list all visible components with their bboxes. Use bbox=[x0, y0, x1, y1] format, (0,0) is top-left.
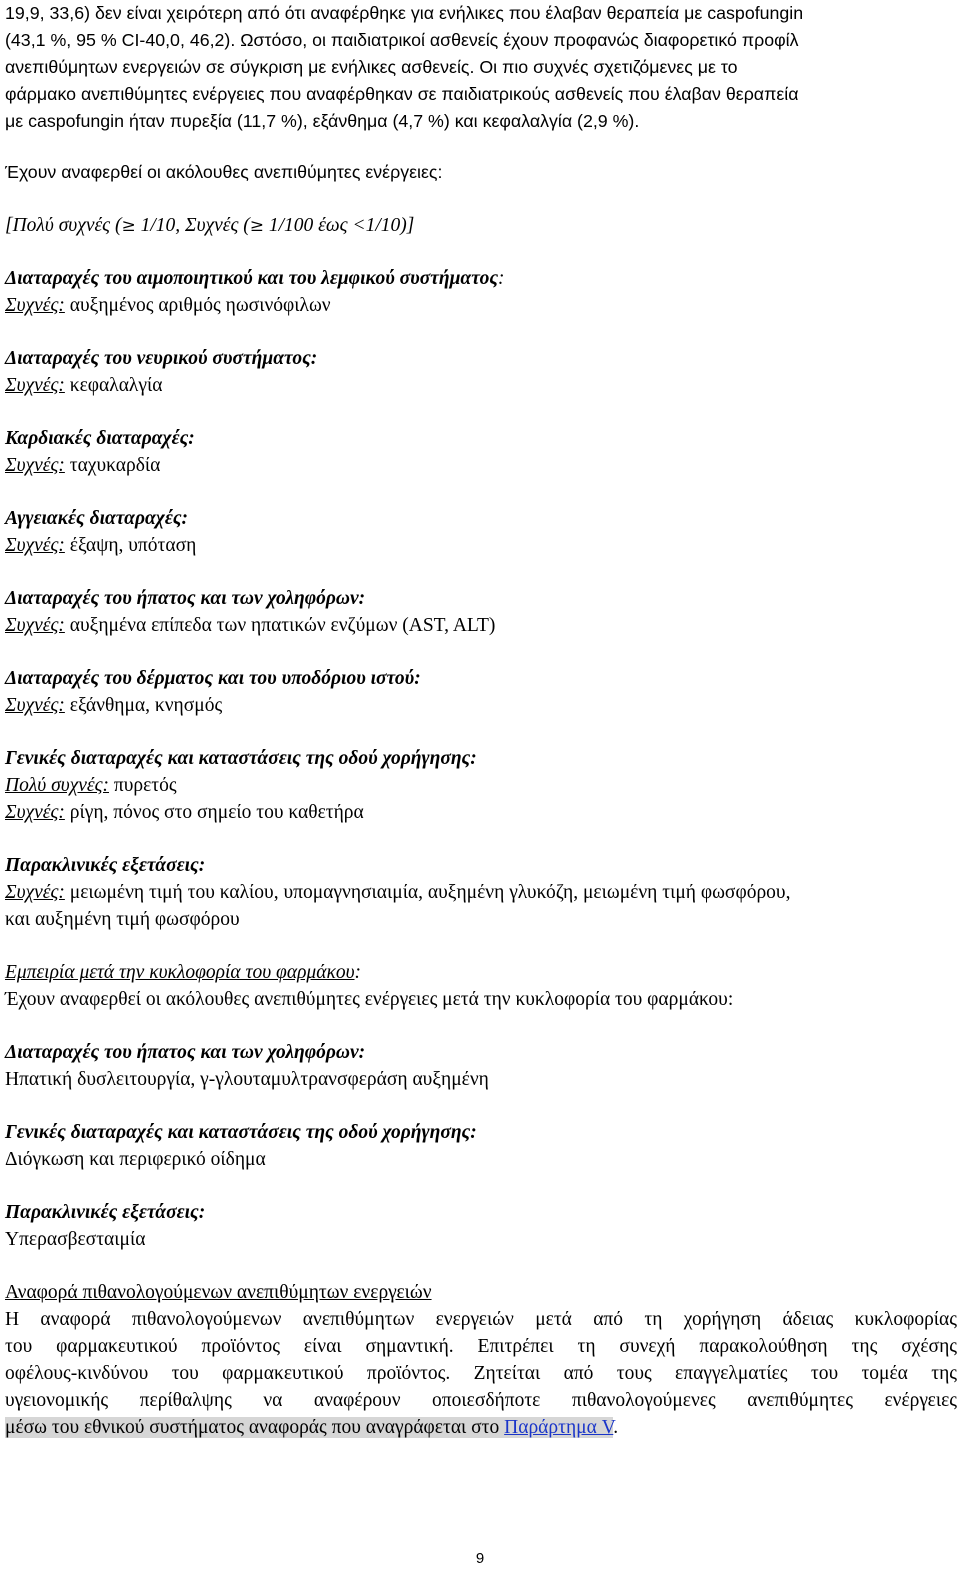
section-heading bbox=[5, 265, 957, 292]
frequency-label: Συχνές: bbox=[5, 375, 65, 396]
post-marketing-title-colon: : bbox=[354, 962, 362, 983]
section-heading: Γενικές διαταραχές και καταστάσεις της οδού χορήγησης: bbox=[5, 748, 477, 769]
reaction-text: Διόγκωση και περιφερικό οίδημα bbox=[5, 1149, 266, 1170]
reaction-text: μειωμένη τιμή του καλίου, υπομαγνησιαιμία, αυξημένη γλυκόζη, μειωμένη τιμή φωσφόρου, bbox=[64, 882, 791, 903]
greater-equal-symbol: ≥ bbox=[121, 216, 136, 236]
reaction-text: αυξημένα επίπεδα των ηπατικών ενζύμων (AST, ALT) bbox=[64, 615, 496, 636]
frequency-row bbox=[5, 772, 957, 799]
frequency-row bbox=[5, 692, 957, 719]
section-heading: Διαταραχές του ήπατος και των χοληφόρων: bbox=[5, 588, 366, 609]
frequency-label: Πολύ συχνές: bbox=[5, 775, 109, 796]
reaction-text: Υπερασβεσταιμία bbox=[5, 1229, 146, 1250]
legend-mid: 1/10, Συχνές ( bbox=[135, 215, 250, 236]
reporting-line: του φαρμακευτικού προϊόντος είναι σημαντική. Επιτρέπει τη συνεχή παρακολούθηση της σχέσης bbox=[5, 1336, 957, 1357]
frequency-row bbox=[5, 879, 957, 906]
frequency-row bbox=[5, 292, 957, 319]
sentence-end: . bbox=[613, 1417, 619, 1438]
section-heading: Καρδιακές διαταραχές: bbox=[5, 428, 195, 449]
reporting-line: οφέλους-κινδύνου του φαρμακευτικού προϊόντος. Ζητείται από τους επαγγελματίες του τομέα της bbox=[5, 1363, 957, 1384]
frequency-row bbox=[5, 532, 957, 559]
frequency-legend bbox=[5, 212, 957, 239]
highlighted-text bbox=[5, 1417, 613, 1438]
section-heading: Αγγειακές διαταραχές: bbox=[5, 508, 189, 529]
page-number: 9 bbox=[475, 1550, 485, 1567]
frequency-label: Συχνές: bbox=[5, 295, 65, 316]
reaction-text: Ηπατική δυσλειτουργία, γ-γλουταμυλτρανσφεράση αυξημένη bbox=[5, 1069, 489, 1090]
frequency-label: Συχνές: bbox=[5, 455, 65, 476]
frequency-label: Συχνές: bbox=[5, 695, 65, 716]
reaction-text: ρίγη, πόνος στο σημείο του καθετήρα bbox=[64, 802, 364, 823]
reporting-paragraph bbox=[5, 1306, 957, 1441]
legend-open: [Πολύ συχνές ( bbox=[5, 215, 122, 236]
frequency-label: Συχνές: bbox=[5, 535, 65, 556]
reaction-text: εξάνθημα, κνησμός bbox=[64, 695, 223, 716]
intro-line: φάρμακο ανεπιθύμητες ενέργειες που αναφέρθηκαν σε παιδιατρικούς ασθενείς που έλαβαν θεραπεία bbox=[5, 84, 799, 104]
frequency-label: Συχνές: bbox=[5, 802, 65, 823]
intro-line: (43,1 %, 95 % CI-40,0, 46,2). Ωστόσο, οι παιδιατρικοί ασθενείς έχουν προφανώς διαφορετικό προφίλ bbox=[5, 30, 799, 50]
reaction-text: ταχυκαρδία bbox=[64, 455, 161, 476]
intro-line: ανεπιθύμητων ενεργειών σε σύγκριση με ενήλικες ασθενείς. Οι πιο συχνές σχετιζόμενες με το bbox=[5, 57, 738, 77]
reaction-text: πυρετός bbox=[109, 775, 177, 796]
frequency-label: Συχνές: bbox=[5, 615, 65, 636]
reported-reactions-line: Έχουν αναφερθεί οι ακόλουθες ανεπιθύμητες ενέργειες: bbox=[5, 162, 443, 182]
section-title: Διαταραχές του αιμοποιητικού και του λεμφικού συστήματος bbox=[5, 268, 499, 289]
document-page bbox=[5, 0, 957, 1441]
reporting-title: Αναφορά πιθανολογούμενων ανεπιθύμητων ενεργειών bbox=[5, 1282, 432, 1303]
reporting-line: υγειονομικής περίθαλψης να αναφέρουν οποιεσδήποτε πιθανολογούμενες ανεπιθύμητες ενέργειες bbox=[5, 1390, 957, 1411]
reaction-continuation: και αυξημένη τιμή φωσφόρου bbox=[5, 909, 240, 930]
section-heading: Παρακλινικές εξετάσεις: bbox=[5, 855, 206, 876]
reaction-text: έξαψη, υπόταση bbox=[64, 535, 197, 556]
legend-close: 1/100 έως <1/10)] bbox=[264, 215, 415, 236]
frequency-row bbox=[5, 452, 957, 479]
section-heading: Διαταραχές του νευρικού συστήματος: bbox=[5, 348, 318, 369]
reporting-line: Η αναφορά πιθανολογούμενων ανεπιθύμητων ενεργειών μετά από τη χορήγηση άδειας κυκλοφορίας bbox=[5, 1309, 957, 1330]
frequency-row bbox=[5, 799, 957, 826]
reporting-last-line bbox=[5, 1414, 957, 1441]
reporting-highlight-text: μέσω του εθνικού συστήματος αναφοράς που αναγράφεται στο bbox=[5, 1417, 505, 1438]
section-heading: Διαταραχές του ήπατος και των χοληφόρων: bbox=[5, 1042, 366, 1063]
section-heading: Παρακλινικές εξετάσεις: bbox=[5, 1202, 206, 1223]
annex-v-link[interactable]: Παράρτημα V bbox=[504, 1417, 614, 1438]
frequency-row bbox=[5, 372, 957, 399]
intro-line: με caspofungin ήταν πυρεξία (11,7 %), εξάνθημα (4,7 %) και κεφαλαλγία (2,9 %). bbox=[5, 111, 640, 131]
intro-line: 19,9, 33,6) δεν είναι χειρότερη από ότι αναφέρθηκε για ενήλικες που έλαβαν θεραπεία με caspofungin bbox=[5, 3, 804, 23]
section-heading: Διαταραχές του δέρματος και του υποδόριου ιστού: bbox=[5, 668, 421, 689]
intro-paragraph bbox=[5, 0, 957, 135]
greater-equal-symbol: ≥ bbox=[249, 216, 264, 236]
post-marketing-intro: Έχουν αναφερθεί οι ακόλουθες ανεπιθύμητες ενέργειες μετά την κυκλοφορία του φαρμάκου: bbox=[5, 989, 734, 1010]
frequency-label: Συχνές: bbox=[5, 882, 65, 903]
section-heading: Γενικές διαταραχές και καταστάσεις της οδού χορήγησης: bbox=[5, 1122, 477, 1143]
post-marketing-title bbox=[5, 959, 957, 986]
section-title-colon: : bbox=[498, 268, 505, 289]
reaction-text: κεφαλαλγία bbox=[64, 375, 163, 396]
reaction-text: αυξημένος αριθμός ηωσινόφιλων bbox=[64, 295, 331, 316]
post-marketing-title-text: Εμπειρία μετά την κυκλοφορία του φαρμάκου bbox=[5, 962, 355, 983]
frequency-row bbox=[5, 612, 957, 639]
